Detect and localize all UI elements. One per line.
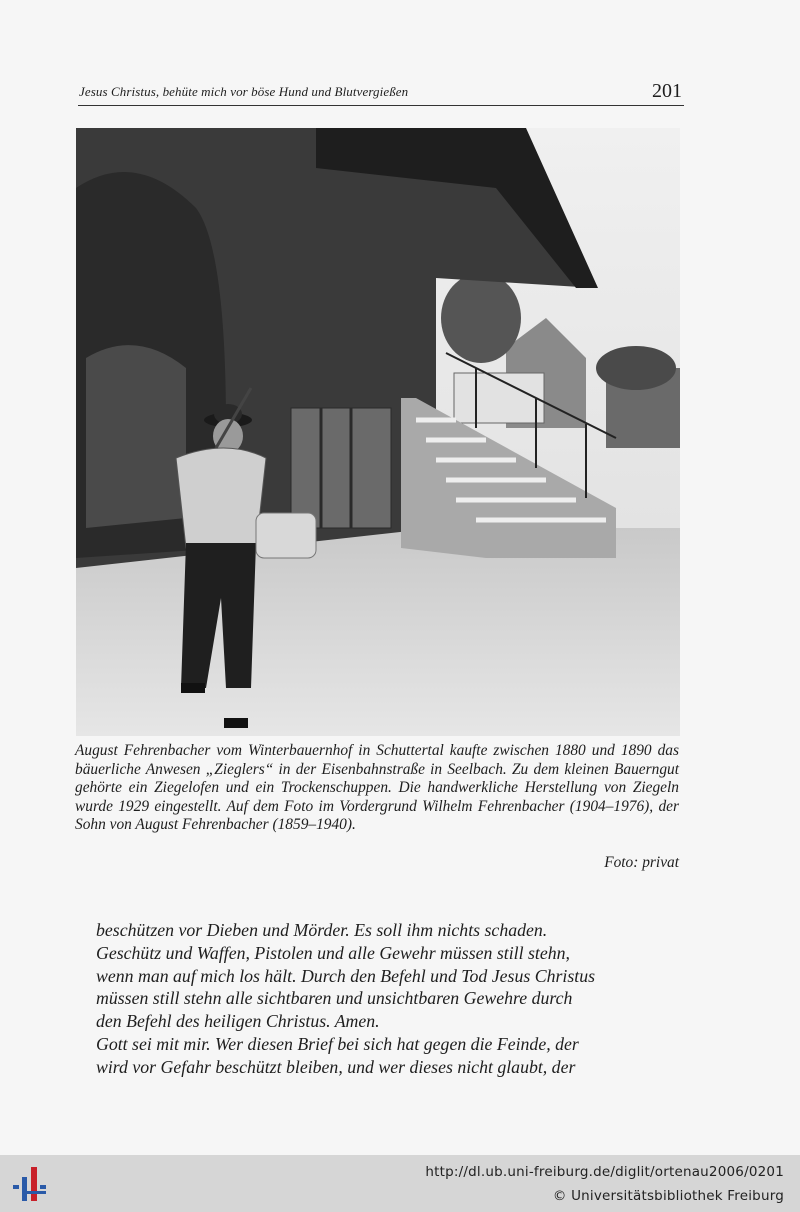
photo-caption [75,742,679,871]
historical-photo [76,128,680,736]
page-number: 201 [652,80,682,102]
photo-credit: Foto: privat [604,854,679,871]
body-line: Geschütz und Waffen, Pistolen und alle Gewehr müssen still stehn, [96,942,570,963]
copyright-notice: © Universitätsbibliothek Freiburg [552,1188,784,1204]
body-text [96,919,676,1079]
source-url-link[interactable]: http://dl.ub.uni-freiburg.de/diglit/ortenau2006/0201 [425,1164,784,1180]
body-line: müssen still stehn alle sichtbaren und unsichtbaren Gewehre durch [96,988,573,1009]
caption-text: August Fehrenbacher vom Winterbauernhof in Schuttertal kaufte zwischen 1880 und 1890 das bäuerliche Anwesen „Zieglers“ in der Eisenbahnstraße in Seelbach. Zu dem kleinen Bauerngut gehörte ein Ziegelofen und ein Trockenschuppen. Die handwerkliche Herstellung von Ziegeln wurde 1929 eingestellt. Auf dem Foto im Vordergrund Wilhelm Fehrenbacher (1904–1976), der Sohn von August Fehrenbacher (1859–1940). [75,742,679,834]
body-line: Gott sei mit mir. Wer diesen Brief bei sich hat gegen die Feinde, der [96,1033,579,1054]
ub-freiburg-logo-icon [10,1163,50,1205]
body-line: wenn man auf mich los hält. Durch den Befehl und Tod Jesus Christus [96,965,596,986]
photo-illustration [76,128,680,736]
body-line: den Befehl des heiligen Christus. Amen. [96,1011,380,1032]
running-header: Jesus Christus, behüte mich vor böse Hund und Blutvergießen [79,84,409,99]
body-line: wird vor Gefahr beschützt bleiben, und wer dieses nicht glaubt, der [96,1056,576,1077]
body-line: beschützen vor Dieben und Mörder. Es soll ihm nichts schaden. [96,920,548,940]
library-footer [0,1155,800,1212]
header-rule [78,105,684,106]
